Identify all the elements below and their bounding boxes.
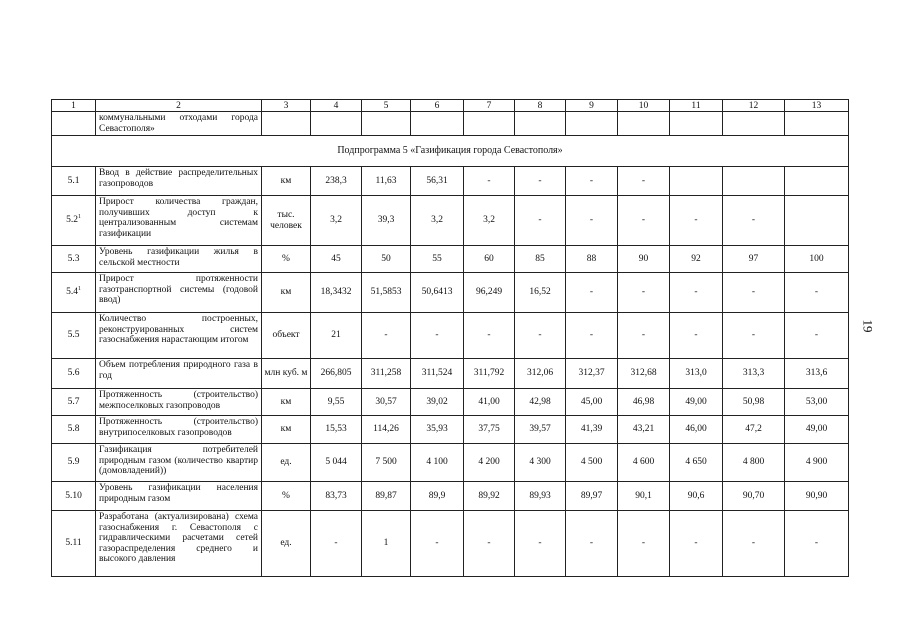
value-cell: 45 bbox=[311, 246, 362, 273]
indicator-name: Газификация потребителей природным газом (количество квартир (домовладений)) bbox=[96, 444, 262, 482]
value-cell: 51,5853 bbox=[362, 273, 411, 313]
value-cell: - bbox=[670, 273, 723, 313]
value-cell: 11,63 bbox=[362, 167, 411, 196]
unit-cell: млн куб. м bbox=[262, 359, 311, 389]
indicator-name: Объем потребления природного газа в год bbox=[96, 359, 262, 389]
value-cell: - bbox=[670, 196, 723, 246]
value-cell bbox=[785, 112, 849, 136]
table-row bbox=[52, 273, 849, 313]
value-cell: 100 bbox=[785, 246, 849, 273]
value-cell: - bbox=[618, 273, 670, 313]
value-cell bbox=[723, 167, 785, 196]
value-cell: 46,00 bbox=[670, 416, 723, 444]
value-cell: 41,00 bbox=[464, 389, 515, 416]
table-row bbox=[52, 482, 849, 511]
value-cell: 312,68 bbox=[618, 359, 670, 389]
value-cell: 9,55 bbox=[311, 389, 362, 416]
row-number-text: 5.1 bbox=[67, 175, 80, 186]
value-cell: 313,0 bbox=[670, 359, 723, 389]
value-cell: 37,75 bbox=[464, 416, 515, 444]
value-cell bbox=[618, 112, 670, 136]
value-cell: - bbox=[362, 313, 411, 359]
value-cell: 49,00 bbox=[670, 389, 723, 416]
value-cell: - bbox=[464, 511, 515, 577]
value-cell: - bbox=[785, 511, 849, 577]
column-number: 1 bbox=[52, 100, 96, 112]
row-number bbox=[52, 313, 96, 359]
value-cell: - bbox=[785, 273, 849, 313]
column-number: 4 bbox=[311, 100, 362, 112]
value-cell bbox=[670, 167, 723, 196]
value-cell: - bbox=[566, 196, 618, 246]
value-cell: 89,93 bbox=[515, 482, 566, 511]
value-cell: 42,98 bbox=[515, 389, 566, 416]
value-cell bbox=[411, 112, 464, 136]
column-number: 6 bbox=[411, 100, 464, 112]
value-cell: 1 bbox=[362, 511, 411, 577]
value-cell: 39,57 bbox=[515, 416, 566, 444]
value-cell: 96,249 bbox=[464, 273, 515, 313]
row-number-text: 5.9 bbox=[67, 457, 80, 468]
value-cell: 4 650 bbox=[670, 444, 723, 482]
row-number bbox=[52, 416, 96, 444]
subprogram-row bbox=[52, 136, 849, 167]
row-number-text: 5.3 bbox=[67, 253, 80, 264]
subprogram-title: Подпрограмма 5 «Газификация города Севастополя» bbox=[52, 136, 849, 167]
unit-cell: ед. bbox=[262, 444, 311, 482]
indicator-name: коммунальными отходами города Севастополя» bbox=[96, 112, 262, 136]
row-number-text: 5.6 bbox=[67, 368, 80, 379]
value-cell: - bbox=[670, 313, 723, 359]
column-number: 9 bbox=[566, 100, 618, 112]
value-cell: 30,57 bbox=[362, 389, 411, 416]
value-cell: 311,792 bbox=[464, 359, 515, 389]
row-number-text: 5.2 bbox=[66, 215, 78, 226]
table-row bbox=[52, 167, 849, 196]
value-cell: 39,02 bbox=[411, 389, 464, 416]
value-cell: 312,06 bbox=[515, 359, 566, 389]
indicator-name: Прирост количества граждан, получивших доступ к централизованным системам газификации bbox=[96, 196, 262, 246]
value-cell bbox=[311, 112, 362, 136]
unit-cell: км bbox=[262, 167, 311, 196]
indicators-table bbox=[51, 99, 849, 577]
column-number: 5 bbox=[362, 100, 411, 112]
table-row bbox=[52, 196, 849, 246]
value-cell: 21 bbox=[311, 313, 362, 359]
value-cell: 89,87 bbox=[362, 482, 411, 511]
value-cell: 90,6 bbox=[670, 482, 723, 511]
unit-cell: км bbox=[262, 416, 311, 444]
table-row bbox=[52, 444, 849, 482]
row-number-text: 5.7 bbox=[67, 396, 80, 407]
table-row bbox=[52, 313, 849, 359]
value-cell: 311,258 bbox=[362, 359, 411, 389]
value-cell: 313,3 bbox=[723, 359, 785, 389]
value-cell: 89,9 bbox=[411, 482, 464, 511]
unit-cell: объект bbox=[262, 313, 311, 359]
value-cell: 311,524 bbox=[411, 359, 464, 389]
value-cell: 4 100 bbox=[411, 444, 464, 482]
unit-cell: ед. bbox=[262, 511, 311, 577]
value-cell: 90,1 bbox=[618, 482, 670, 511]
indicator-name: Протяженность (строительство) внутрипоселковых газопроводов bbox=[96, 416, 262, 444]
indicator-name: Уровень газификации жилья в сельской местности bbox=[96, 246, 262, 273]
value-cell: 39,3 bbox=[362, 196, 411, 246]
value-cell: 3,2 bbox=[464, 196, 515, 246]
row-number bbox=[52, 273, 96, 313]
value-cell: 238,3 bbox=[311, 167, 362, 196]
value-cell: 92 bbox=[670, 246, 723, 273]
row-number-text: 5.5 bbox=[67, 330, 80, 341]
value-cell: 4 300 bbox=[515, 444, 566, 482]
value-cell bbox=[670, 112, 723, 136]
value-cell: - bbox=[618, 167, 670, 196]
value-cell: - bbox=[723, 313, 785, 359]
value-cell: 53,00 bbox=[785, 389, 849, 416]
row-number bbox=[52, 167, 96, 196]
value-cell: 313,6 bbox=[785, 359, 849, 389]
value-cell: 49,00 bbox=[785, 416, 849, 444]
column-number: 10 bbox=[618, 100, 670, 112]
value-cell: 35,93 bbox=[411, 416, 464, 444]
row-number bbox=[52, 246, 96, 273]
value-cell: 90,70 bbox=[723, 482, 785, 511]
value-cell: - bbox=[723, 511, 785, 577]
value-cell: - bbox=[618, 313, 670, 359]
continuation-row bbox=[52, 112, 849, 136]
value-cell: - bbox=[411, 511, 464, 577]
column-number: 11 bbox=[670, 100, 723, 112]
value-cell: 47,2 bbox=[723, 416, 785, 444]
value-cell: 90 bbox=[618, 246, 670, 273]
footnote-mark: 1 bbox=[77, 286, 81, 293]
value-cell: - bbox=[515, 313, 566, 359]
value-cell: - bbox=[411, 313, 464, 359]
value-cell bbox=[566, 112, 618, 136]
value-cell: 90,90 bbox=[785, 482, 849, 511]
value-cell: 4 600 bbox=[618, 444, 670, 482]
footnote-mark: 1 bbox=[77, 214, 81, 221]
page-number: 19 bbox=[860, 319, 876, 333]
value-cell bbox=[464, 112, 515, 136]
value-cell: 15,53 bbox=[311, 416, 362, 444]
value-cell: - bbox=[785, 313, 849, 359]
value-cell: 89,92 bbox=[464, 482, 515, 511]
value-cell: 43,21 bbox=[618, 416, 670, 444]
value-cell bbox=[785, 196, 849, 246]
column-number: 7 bbox=[464, 100, 515, 112]
value-cell: - bbox=[566, 313, 618, 359]
value-cell bbox=[515, 112, 566, 136]
row-number-cell bbox=[52, 112, 96, 136]
value-cell: 3,2 bbox=[311, 196, 362, 246]
value-cell: - bbox=[723, 273, 785, 313]
value-cell: 7 500 bbox=[362, 444, 411, 482]
unit-cell: % bbox=[262, 246, 311, 273]
value-cell: - bbox=[618, 196, 670, 246]
value-cell: 60 bbox=[464, 246, 515, 273]
value-cell: 83,73 bbox=[311, 482, 362, 511]
value-cell: 312,37 bbox=[566, 359, 618, 389]
indicator-name: Ввод в действие распределительных газопроводов bbox=[96, 167, 262, 196]
table-body bbox=[52, 100, 849, 577]
value-cell: - bbox=[566, 511, 618, 577]
value-cell bbox=[723, 112, 785, 136]
column-number: 13 bbox=[785, 100, 849, 112]
column-number-row bbox=[52, 100, 849, 112]
row-number bbox=[52, 196, 96, 246]
unit-cell: км bbox=[262, 389, 311, 416]
table-row bbox=[52, 246, 849, 273]
value-cell: 50 bbox=[362, 246, 411, 273]
value-cell: 45,00 bbox=[566, 389, 618, 416]
unit-cell: тыс. человек bbox=[262, 196, 311, 246]
column-number: 12 bbox=[723, 100, 785, 112]
value-cell: 50,6413 bbox=[411, 273, 464, 313]
value-cell: 16,52 bbox=[515, 273, 566, 313]
row-number-text: 5.11 bbox=[65, 538, 82, 549]
value-cell: 3,2 bbox=[411, 196, 464, 246]
unit-cell: % bbox=[262, 482, 311, 511]
indicator-name: Уровень газификации населения природным газом bbox=[96, 482, 262, 511]
indicator-name: Прирост протяженности газотранспортной системы (годовой ввод) bbox=[96, 273, 262, 313]
indicator-name: Разработана (актуализирована) схема газоснабжения г. Севастополя с гидравлическими расчетами сетей газораспределения среднего и высокого давления bbox=[96, 511, 262, 577]
row-number bbox=[52, 482, 96, 511]
table-row bbox=[52, 416, 849, 444]
value-cell: 88 bbox=[566, 246, 618, 273]
row-number bbox=[52, 444, 96, 482]
value-cell: - bbox=[515, 511, 566, 577]
value-cell: 55 bbox=[411, 246, 464, 273]
row-number bbox=[52, 511, 96, 577]
value-cell: - bbox=[566, 167, 618, 196]
value-cell: 46,98 bbox=[618, 389, 670, 416]
row-number-text: 5.8 bbox=[67, 424, 80, 435]
column-number: 3 bbox=[262, 100, 311, 112]
value-cell bbox=[362, 112, 411, 136]
row-number-text: 5.4 bbox=[66, 287, 78, 298]
value-cell: 114,26 bbox=[362, 416, 411, 444]
value-cell: 5 044 bbox=[311, 444, 362, 482]
value-cell: 4 900 bbox=[785, 444, 849, 482]
value-cell: 41,39 bbox=[566, 416, 618, 444]
value-cell: - bbox=[618, 511, 670, 577]
indicator-name: Количество построенных, реконструированных систем газоснабжения нарастающим итогом bbox=[96, 313, 262, 359]
table-row bbox=[52, 389, 849, 416]
value-cell: - bbox=[515, 196, 566, 246]
row-number bbox=[52, 359, 96, 389]
value-cell: 85 bbox=[515, 246, 566, 273]
column-number: 2 bbox=[96, 100, 262, 112]
unit-cell bbox=[262, 112, 311, 136]
value-cell: - bbox=[670, 511, 723, 577]
value-cell: - bbox=[464, 313, 515, 359]
value-cell: - bbox=[464, 167, 515, 196]
value-cell: 56,31 bbox=[411, 167, 464, 196]
indicator-name: Протяженность (строительство) межпоселковых газопроводов bbox=[96, 389, 262, 416]
row-number-text: 5.10 bbox=[65, 490, 82, 501]
column-number: 8 bbox=[515, 100, 566, 112]
value-cell: 50,98 bbox=[723, 389, 785, 416]
value-cell: 4 200 bbox=[464, 444, 515, 482]
table-row bbox=[52, 511, 849, 577]
value-cell: - bbox=[723, 196, 785, 246]
table-row bbox=[52, 359, 849, 389]
value-cell: 97 bbox=[723, 246, 785, 273]
value-cell: 89,97 bbox=[566, 482, 618, 511]
value-cell: 266,805 bbox=[311, 359, 362, 389]
value-cell: 18,3432 bbox=[311, 273, 362, 313]
value-cell: 4 500 bbox=[566, 444, 618, 482]
value-cell: 4 800 bbox=[723, 444, 785, 482]
value-cell: - bbox=[311, 511, 362, 577]
value-cell: - bbox=[515, 167, 566, 196]
value-cell: - bbox=[566, 273, 618, 313]
row-number bbox=[52, 389, 96, 416]
unit-cell: км bbox=[262, 273, 311, 313]
value-cell bbox=[785, 167, 849, 196]
